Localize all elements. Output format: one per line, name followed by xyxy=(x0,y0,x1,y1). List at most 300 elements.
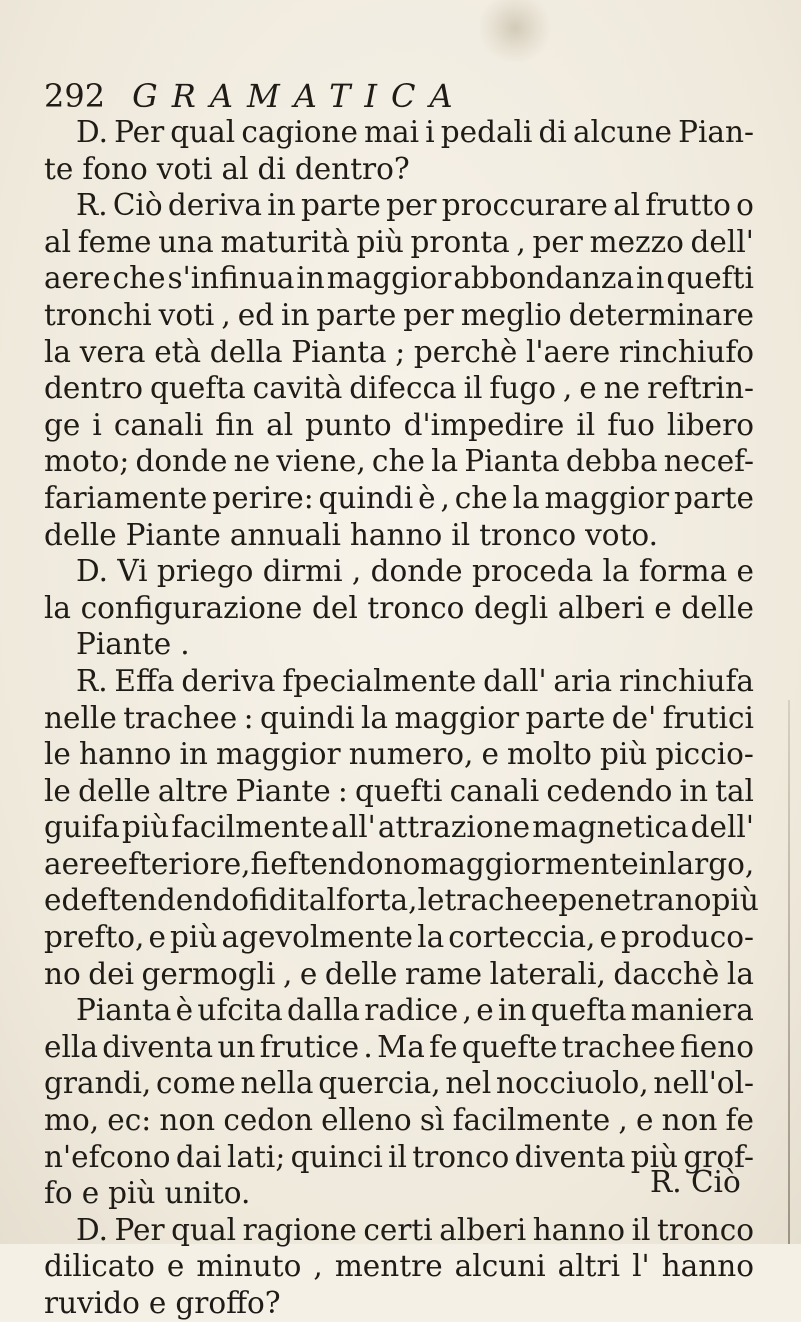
word: difecca xyxy=(349,371,457,406)
word: Per xyxy=(114,1212,165,1247)
word: degli xyxy=(473,590,549,625)
word: ne xyxy=(603,371,641,406)
text-line xyxy=(44,407,754,444)
word: unito. xyxy=(164,1176,251,1211)
word: pedali xyxy=(440,115,533,149)
word: grandi, xyxy=(44,1066,152,1101)
word: e xyxy=(299,956,318,991)
word: voti xyxy=(156,151,213,186)
text-line xyxy=(44,553,754,590)
word: il xyxy=(463,371,483,406)
word: fono xyxy=(82,151,148,186)
word: aere xyxy=(44,846,111,881)
word: efteriore, xyxy=(110,846,251,881)
word: , xyxy=(440,480,450,515)
word: quefti xyxy=(666,261,754,296)
page-header xyxy=(44,76,754,116)
word: fpecialmente xyxy=(282,663,477,698)
word: alberi xyxy=(557,590,645,625)
word: deriva xyxy=(167,188,263,223)
word: più xyxy=(711,883,759,918)
word: e xyxy=(635,1103,654,1138)
word: attrazione xyxy=(377,810,531,845)
word: le xyxy=(417,883,445,918)
word: Ma xyxy=(377,1029,425,1064)
word: la xyxy=(431,444,459,479)
word: più xyxy=(599,737,648,772)
text-line xyxy=(44,1102,754,1139)
word: e xyxy=(476,993,494,1028)
text-line xyxy=(44,224,754,261)
text-line xyxy=(44,736,754,773)
word: maturità xyxy=(220,224,350,259)
word: frutto xyxy=(645,188,731,223)
word: la xyxy=(726,956,754,991)
word: moto; xyxy=(44,444,130,479)
body-text xyxy=(44,114,759,1322)
word: tal xyxy=(715,773,754,808)
text-line xyxy=(44,1065,754,1102)
word: altre xyxy=(157,773,229,808)
word: rinchiufa xyxy=(618,663,754,698)
text-line xyxy=(44,773,754,810)
word: Vi xyxy=(117,554,148,589)
word: delle xyxy=(78,773,151,808)
word: per xyxy=(386,188,437,223)
word: R. xyxy=(76,663,108,698)
word: donde xyxy=(135,444,228,479)
word: germogli xyxy=(141,956,276,991)
word: donde xyxy=(370,554,463,589)
word: più xyxy=(108,1176,156,1211)
word: trachee xyxy=(123,700,238,735)
word: te xyxy=(44,151,74,186)
word: maggiormente xyxy=(420,846,639,881)
word: , xyxy=(562,371,573,406)
word: nell'ol- xyxy=(653,1066,754,1101)
word: tronchi xyxy=(44,297,152,332)
word: al xyxy=(44,224,72,259)
text-line xyxy=(44,1212,754,1249)
word: ge xyxy=(44,407,81,442)
text-line xyxy=(44,334,754,371)
word: la xyxy=(361,700,389,735)
word: l' xyxy=(632,1249,650,1284)
word: la xyxy=(44,590,72,625)
word: ed xyxy=(44,883,81,918)
ink-blot xyxy=(480,0,550,62)
word: fugo xyxy=(489,371,556,406)
word: Pianta xyxy=(291,334,387,369)
word: Per xyxy=(114,115,165,149)
word: cavità xyxy=(252,371,343,406)
word: dall' xyxy=(483,663,547,698)
word: in xyxy=(679,773,708,808)
word: ec: xyxy=(107,1103,152,1138)
word: dell' xyxy=(690,810,754,845)
word: guifa xyxy=(44,810,120,845)
running-head: GRAMATICA xyxy=(132,77,467,115)
word: produco- xyxy=(621,920,754,955)
text-line xyxy=(44,882,759,919)
word: tronco xyxy=(656,1212,754,1247)
text-line xyxy=(44,260,754,297)
word: dai xyxy=(175,1139,222,1174)
word: i xyxy=(425,115,435,149)
word: necef- xyxy=(663,444,754,479)
word: grof- xyxy=(683,1139,754,1174)
word: quinci xyxy=(290,1139,383,1174)
word: frutici xyxy=(662,700,754,735)
word: di xyxy=(268,883,298,918)
word: , xyxy=(516,224,526,259)
text-line xyxy=(44,1175,754,1212)
word: al xyxy=(613,188,641,223)
word: più xyxy=(630,1139,679,1174)
word: facilmente xyxy=(452,1103,611,1138)
word: ne xyxy=(233,444,271,479)
word: per xyxy=(403,297,454,332)
word: cagione xyxy=(241,115,358,149)
word: punto xyxy=(305,407,392,442)
word: numero, xyxy=(348,737,474,772)
word: delle xyxy=(44,517,117,552)
word: minuto xyxy=(196,1249,302,1284)
text-line xyxy=(44,187,754,224)
word: Piante xyxy=(76,627,172,662)
word: D. xyxy=(76,554,108,589)
word: Piante xyxy=(235,773,331,808)
word: e xyxy=(736,554,754,589)
word: , xyxy=(221,297,231,332)
word: vera xyxy=(79,334,146,369)
word: quefta xyxy=(530,993,627,1028)
word: ragione xyxy=(242,1212,357,1247)
word: le xyxy=(44,737,71,772)
text-line xyxy=(44,1139,754,1176)
word: fieno xyxy=(680,1029,754,1064)
word: aere xyxy=(44,261,111,296)
word: non xyxy=(159,1103,216,1138)
word: all' xyxy=(331,810,376,845)
page-edge xyxy=(788,700,790,1244)
word: la xyxy=(602,554,630,589)
text-line xyxy=(44,626,754,663)
word: Pianta xyxy=(464,444,560,479)
text-line xyxy=(44,956,754,993)
word: del xyxy=(311,590,358,625)
word: nel xyxy=(445,1066,492,1101)
text-line xyxy=(44,700,754,737)
word: viene, xyxy=(276,444,366,479)
word: dalla xyxy=(287,993,360,1028)
word: che xyxy=(371,444,425,479)
word: ella xyxy=(44,1029,98,1064)
word: il xyxy=(388,1139,407,1174)
word: in xyxy=(635,261,665,296)
word: come xyxy=(156,1066,236,1101)
word: il xyxy=(631,1212,651,1247)
word: magnetica xyxy=(532,810,689,845)
word: annuali xyxy=(229,517,341,552)
word: fi xyxy=(250,846,271,881)
word: e xyxy=(654,590,672,625)
word: ruvido xyxy=(44,1286,140,1320)
word: e xyxy=(599,920,617,955)
word: forta, xyxy=(335,883,418,918)
word: piccio- xyxy=(655,737,754,772)
word: rinchiufo xyxy=(618,334,754,369)
word: n'efcono xyxy=(44,1139,171,1174)
word: frutice xyxy=(259,1029,360,1064)
word: alcune xyxy=(572,115,672,149)
word: , xyxy=(282,956,293,991)
word: , xyxy=(313,1249,323,1284)
page-number: 292 xyxy=(44,77,106,115)
text-line xyxy=(44,443,754,480)
word: i xyxy=(92,407,102,442)
word: tal xyxy=(297,883,336,918)
text-line xyxy=(44,517,754,554)
word: no xyxy=(44,956,81,991)
word: l'aere xyxy=(526,334,611,369)
word: nella xyxy=(240,1066,314,1101)
text-line xyxy=(44,480,754,517)
word: facilmente xyxy=(171,810,330,845)
word: certi xyxy=(363,1212,433,1247)
word: non xyxy=(661,1103,718,1138)
text-line xyxy=(44,919,754,956)
word: : xyxy=(243,700,254,735)
word: delle xyxy=(324,956,398,991)
word: proccurare xyxy=(441,188,608,223)
word: radice xyxy=(364,993,459,1028)
word: diventa xyxy=(102,1029,214,1064)
word: hanno xyxy=(349,517,443,552)
word: voto. xyxy=(585,517,659,552)
word: configurazione xyxy=(80,590,303,625)
word: parte xyxy=(674,480,754,515)
text-line xyxy=(44,297,754,334)
word: dentro xyxy=(44,371,144,406)
word: nelle xyxy=(44,700,117,735)
word: . xyxy=(180,627,190,662)
word: delle xyxy=(681,590,754,625)
word: deriva xyxy=(181,663,276,698)
word: in xyxy=(267,188,296,223)
word: mai xyxy=(364,115,420,149)
word: e xyxy=(148,1286,167,1320)
word: feme xyxy=(77,224,152,259)
word: nocciuolo, xyxy=(496,1066,649,1101)
word: maggior xyxy=(215,737,341,772)
word: elleno xyxy=(321,1103,412,1138)
word: più xyxy=(121,810,170,845)
word: che xyxy=(454,480,508,515)
text-line xyxy=(44,370,754,407)
text-line xyxy=(44,590,754,627)
word: maggior xyxy=(394,700,520,735)
word: più xyxy=(170,920,218,955)
word: della xyxy=(209,334,283,369)
word: , xyxy=(618,1103,628,1138)
word: dilicato xyxy=(44,1249,155,1284)
word: la xyxy=(44,334,72,369)
word: eftendendofi xyxy=(80,883,269,918)
word: quefti xyxy=(354,773,443,808)
word: hanno xyxy=(661,1249,754,1284)
word: eftendono xyxy=(270,846,421,881)
word: al xyxy=(266,407,294,442)
word: il xyxy=(451,517,471,552)
word: in xyxy=(638,846,668,881)
word: , xyxy=(351,554,362,589)
word: canali xyxy=(113,407,204,442)
word: dell' xyxy=(690,224,754,259)
word: fe xyxy=(429,1029,458,1064)
word: di xyxy=(538,115,567,149)
word: proceda xyxy=(471,554,594,589)
word: trachee xyxy=(561,1029,676,1064)
word: aria xyxy=(553,663,613,698)
word: priego xyxy=(156,554,254,589)
word: di xyxy=(257,151,286,186)
word: hanno xyxy=(79,737,172,772)
word: dei xyxy=(88,956,135,991)
word: s'infinua xyxy=(167,261,295,296)
word: canali xyxy=(449,773,540,808)
word: D. xyxy=(76,115,108,149)
word: e xyxy=(81,1176,100,1211)
word: più xyxy=(356,224,404,259)
word: libero xyxy=(666,407,754,442)
word: in xyxy=(179,737,208,772)
word: Piante xyxy=(125,517,221,552)
word: forma xyxy=(638,554,728,589)
text-line xyxy=(44,1029,754,1066)
word: abbondanza xyxy=(453,261,635,296)
text-line xyxy=(44,114,754,151)
word: ed xyxy=(237,297,275,332)
word: quefta xyxy=(150,371,246,406)
word: meglio xyxy=(460,297,562,332)
word: largo, xyxy=(667,846,755,881)
word: trachee xyxy=(444,883,559,918)
word: reftrin- xyxy=(647,371,754,406)
word: il xyxy=(576,407,596,442)
word: d'impedire xyxy=(403,407,565,442)
word: Pian- xyxy=(678,115,754,149)
word: una xyxy=(158,224,214,259)
word: , xyxy=(462,993,472,1028)
word: quefte xyxy=(461,1029,558,1064)
word: tronco xyxy=(479,517,577,552)
word: ufcita xyxy=(197,993,283,1028)
word: tronco xyxy=(412,1139,510,1174)
word: per xyxy=(532,224,583,259)
text-line xyxy=(44,151,754,188)
word: maggior xyxy=(544,480,670,515)
word: debba xyxy=(565,444,658,479)
text-line xyxy=(44,1285,754,1322)
text-line xyxy=(44,663,754,700)
word: Pianta xyxy=(76,993,172,1028)
word: in xyxy=(281,297,310,332)
word: . xyxy=(363,1029,373,1064)
word: perire: xyxy=(212,480,314,515)
word: corteccia, xyxy=(448,920,596,955)
text-line xyxy=(44,992,754,1029)
word: perchè xyxy=(413,334,518,369)
text-line xyxy=(44,809,754,846)
word: tronco xyxy=(367,590,465,625)
word: pronta xyxy=(410,224,510,259)
word: mo, xyxy=(44,1103,100,1138)
word: D. xyxy=(76,1212,108,1247)
word: R. xyxy=(76,188,108,223)
word: mentre xyxy=(334,1249,443,1284)
catchword: R. Ciò xyxy=(650,1165,741,1199)
word: penetrano xyxy=(558,883,712,918)
word: fuo xyxy=(607,407,655,442)
word: alcuni xyxy=(454,1249,546,1284)
word: che xyxy=(112,261,166,296)
word: qual xyxy=(171,1212,237,1247)
word: le xyxy=(44,773,71,808)
text-line xyxy=(44,846,754,883)
word: dentro? xyxy=(294,151,410,186)
word: in xyxy=(296,261,325,296)
word: quercia, xyxy=(318,1066,441,1101)
word: fo xyxy=(44,1176,73,1211)
word: rame xyxy=(405,956,483,991)
word: laterali, xyxy=(489,956,606,991)
word: e xyxy=(148,920,166,955)
word: lati; xyxy=(227,1139,286,1174)
word: al xyxy=(221,151,249,186)
word: fin xyxy=(215,407,255,442)
word: fe xyxy=(725,1103,754,1138)
word: e xyxy=(579,371,597,406)
word: o xyxy=(736,188,754,223)
word: dacchè xyxy=(613,956,720,991)
word: età xyxy=(154,334,202,369)
word: determinare xyxy=(568,297,754,332)
word: mezzo xyxy=(589,224,684,259)
word: un xyxy=(217,1029,256,1064)
word: Effa xyxy=(114,663,175,698)
word: molto xyxy=(507,737,592,772)
word: è xyxy=(418,480,436,515)
word: hanno xyxy=(532,1212,626,1247)
word: parte xyxy=(300,188,381,223)
word: cedon xyxy=(223,1103,313,1138)
word: parte xyxy=(525,700,606,735)
word: Ciò xyxy=(112,188,163,223)
word: altri xyxy=(557,1249,621,1284)
word: è xyxy=(175,993,194,1028)
word: agevolmente xyxy=(221,920,414,955)
word: : xyxy=(337,773,348,808)
text-line xyxy=(44,1248,754,1285)
word: la xyxy=(512,480,540,515)
word: cedendo xyxy=(546,773,673,808)
word: ; xyxy=(395,334,406,369)
word: maggior xyxy=(326,261,452,296)
word: qual xyxy=(170,115,236,149)
word: dirmi xyxy=(262,554,343,589)
word: sì xyxy=(419,1103,445,1138)
